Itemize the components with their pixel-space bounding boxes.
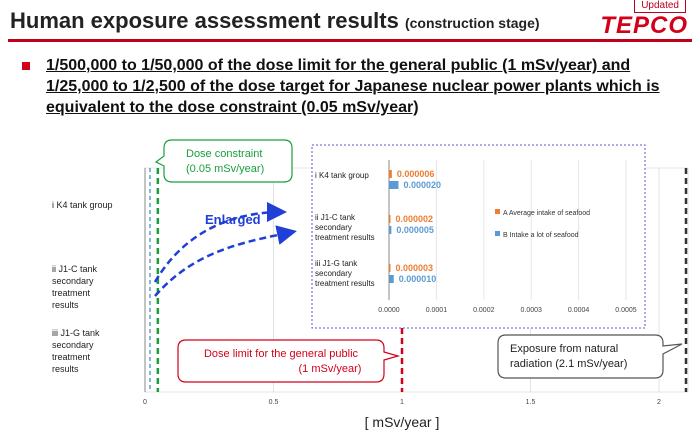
legend-entry: A Average intake of seafood [503, 210, 591, 217]
inset-category-label: secondary [315, 269, 352, 278]
category-label: iii J1-G tank [52, 328, 100, 338]
tepco-logo: TEPCO [600, 12, 688, 39]
category-label: secondary [52, 276, 94, 286]
legend-swatch [495, 209, 500, 214]
inset-category-label: iii J1-G tank [315, 259, 358, 268]
enlarged-arrow-lower [155, 232, 292, 296]
inset-category-label: i K4 tank group [315, 171, 369, 180]
category-label: secondary [52, 340, 94, 350]
inset-bar [389, 215, 391, 223]
category-label: ii J1-C tank [52, 264, 98, 274]
page-title-text: Human exposure assessment results [10, 8, 399, 33]
natural-radiation-callout [498, 335, 682, 378]
inset-bar [389, 264, 391, 272]
dose-limit-callout [178, 340, 398, 382]
inset-data-label: 0.000020 [403, 180, 442, 190]
x-tick-label: 1 [400, 399, 404, 406]
inset-data-label: 0.000003 [395, 263, 434, 273]
category-label: results [52, 300, 79, 310]
dose-constraint-label: Dose constraint [186, 148, 263, 160]
inset-data-label: 0.000010 [398, 274, 437, 284]
updated-badge: Updated [634, 0, 686, 13]
category-label: treatment [52, 288, 91, 298]
inset-data-label: 0.000006 [396, 169, 435, 179]
inset-category-label: treatment results [315, 233, 375, 242]
dose-constraint-callout [156, 140, 292, 182]
legend-entry: B Intake a lot of seafood [503, 232, 579, 239]
dose-limit-label: Dose limit for the general public [203, 348, 359, 360]
headline-text: 1/500,000 to 1/50,000 of the dose limit for the general public (1 mSv/year) and 1/25,000 to 1/2,500 of the dose target for Japanese nuclear power plants which is equivalent to the dose constraint (0.05 mSv/year) [46, 57, 660, 116]
inset-bar [389, 170, 392, 178]
inset-bar [389, 226, 391, 234]
inset-bar [389, 275, 394, 283]
inset-category-label: treatment results [315, 279, 375, 288]
natural-radiation-label: Exposure from natural [510, 343, 619, 355]
x-tick-label: 1.5 [525, 399, 536, 406]
x-tick-label: 0 [143, 399, 147, 406]
category-label: results [52, 364, 79, 374]
x-axis-label: [ mSv/year ] [364, 414, 440, 430]
dose-constraint-label: (0.05 mSv/year) [186, 163, 265, 175]
inset-category-label: ii J1-C tank [315, 213, 356, 222]
page-subtitle: (construction stage) [404, 15, 540, 31]
natural-radiation-label: radiation (2.1 mSv/year) [510, 358, 628, 370]
x-tick-label: 2 [657, 399, 661, 406]
inset-category-label: secondary [315, 223, 352, 232]
category-label: i K4 tank group [52, 200, 113, 210]
category-label: treatment [52, 352, 91, 362]
inset-data-label: 0.000002 [395, 214, 434, 224]
inset-x-tick-label: 0.0005 [615, 307, 637, 314]
inset-x-tick-label: 0.0001 [425, 307, 448, 314]
inset-x-tick-label: 0.0003 [520, 307, 542, 314]
inset-x-tick-label: 0.0000 [378, 307, 400, 314]
enlarged-label: Enlarged [205, 212, 261, 227]
inset-bar [389, 181, 398, 189]
dose-limit-label: (1 mSv/year) [298, 363, 362, 375]
x-tick-label: 0.5 [268, 399, 279, 406]
legend-swatch [495, 231, 500, 236]
inset-x-tick-label: 0.0004 [567, 307, 590, 314]
inset-x-tick-label: 0.0002 [473, 307, 495, 314]
inset-data-label: 0.000005 [396, 225, 434, 235]
